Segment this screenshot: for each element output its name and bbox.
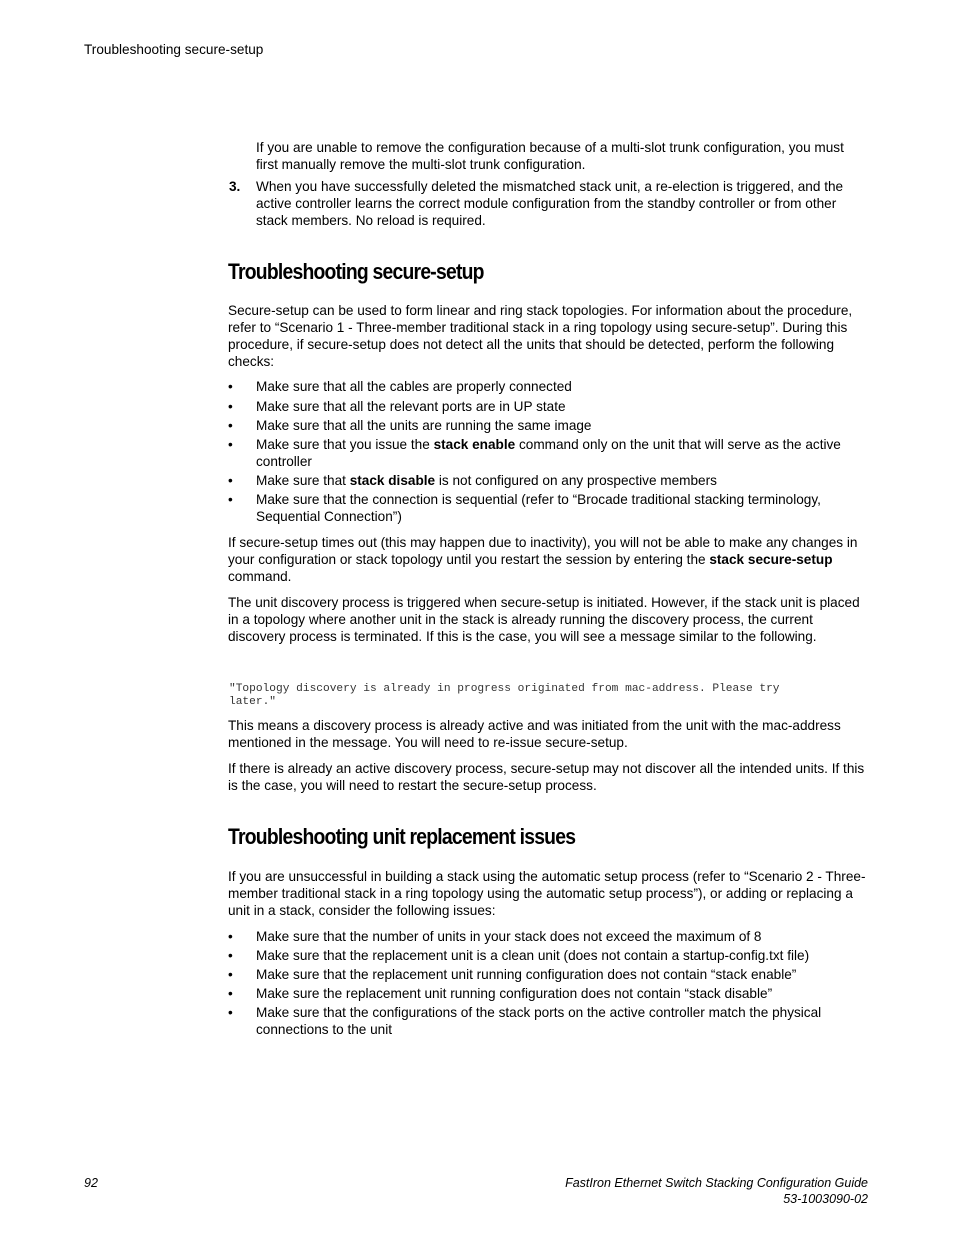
- bullet-marker: •: [228, 379, 233, 394]
- footer-doc-info: [565, 1175, 868, 1207]
- bullet-marker: •: [228, 929, 233, 944]
- heading-text: Troubleshooting secure-setup: [228, 259, 484, 284]
- discovery-active-paragraph: This means a discovery process is already active and was initiated from the unit with the mac-address mentioned in the message. You will need to re-issue secure-setup.: [228, 718, 841, 750]
- restart-paragraph: If there is already an active discovery process, secure-setup may not discover all the intended units. If this is the case, you will need to restart the secure-setup process.: [228, 761, 865, 793]
- code-block: "Topology discovery is already in progress originated from mac-address. Please try later.": [229, 683, 780, 708]
- bullet-text: Make sure that the replacement unit is a clean unit (does not contain a startup-config.txt file): [256, 948, 810, 963]
- bullet-marker: •: [228, 473, 233, 488]
- step-text: When you have successfully deleted the mismatched stack unit, a re-election is triggered, and the active controller learns the correct module configuration from the standby controller or from other stack members. No reload is required.: [256, 179, 844, 228]
- bullet-text: Make sure that stack disable is not configured on any prospective members: [256, 473, 717, 488]
- bullet-marker: •: [228, 492, 233, 507]
- command-stack-secure-setup: stack secure-setup: [709, 552, 833, 567]
- section-heading-secure-setup: [228, 259, 866, 285]
- bullet-marker: •: [228, 967, 233, 982]
- bullet-text: Make sure that the number of units in your stack does not exceed the maximum of 8: [256, 929, 762, 944]
- bullet-marker: •: [228, 418, 233, 433]
- bullet-text: Make sure that the replacement unit running configuration does not contain “stack enable”: [256, 967, 797, 982]
- bullet-text: Make sure that you issue the stack enable command only on the unit that will serve as the active controller: [256, 437, 841, 469]
- bullet-marker: •: [228, 986, 233, 1001]
- page-number: 92: [84, 1176, 98, 1190]
- bullet-marker: •: [228, 437, 233, 452]
- bullet-text: Make sure that the connection is sequential (refer to “Brocade traditional stacking terminology, Sequential Connection”): [256, 492, 821, 524]
- doc-number: 53-1003090-02: [783, 1192, 868, 1206]
- bullet-marker: •: [228, 399, 233, 414]
- section2-intro-paragraph: If you are unsuccessful in building a stack using the automatic setup process (refer to “Scenario 2 - Three-member traditional stack in a ring topology using the automatic setup process”), or adding or replacing a unit in a stack, consider the following issues:: [228, 869, 866, 918]
- section1-intro-paragraph: Secure-setup can be used to form linear and ring stack topologies. For information about the procedure, refer to “Scenario 1 - Three-member traditional stack in a ring topology using secure-setup”. During this procedure, if secure-setup does not detect all the units that should be detected, perform the following checks:: [228, 303, 853, 369]
- bullet-marker: •: [228, 948, 233, 963]
- bullet-text: Make sure that the configurations of the stack ports on the active controller match the physical connections to the unit: [256, 1005, 822, 1037]
- bullet-text: Make sure that all the units are running the same image: [256, 418, 592, 433]
- step-number: 3.: [229, 179, 241, 194]
- section-heading-unit-replacement: [228, 824, 866, 850]
- heading-text: Troubleshooting unit replacement issues: [228, 824, 576, 849]
- bullet-text: Make sure the replacement unit running configuration does not contain “stack disable”: [256, 986, 773, 1001]
- bullet-text: Make sure that all the relevant ports are in UP state: [256, 399, 566, 414]
- command-stack-disable: stack disable: [349, 473, 436, 488]
- bullet-text: Make sure that all the cables are properly connected: [256, 379, 572, 394]
- intro-paragraph: If you are unable to remove the configuration because of a multi-slot trunk configuration, you must first manually remove the multi-slot trunk configuration.: [256, 140, 844, 172]
- guide-title: FastIron Ethernet Switch Stacking Configuration Guide: [565, 1176, 868, 1190]
- discovery-paragraph: The unit discovery process is triggered when secure-setup is initiated. However, if the stack unit is placed in a topology where another unit in the stack is already running the discovery process, the current discovery process is terminated. If this is the case, you will see a message similar to the following.: [228, 595, 860, 644]
- command-stack-enable: stack enable: [433, 437, 516, 452]
- running-header: Troubleshooting secure-setup: [84, 42, 264, 57]
- bullet-marker: •: [228, 1005, 233, 1020]
- timeout-paragraph: If secure-setup times out (this may happen due to inactivity), you will not be able to make any changes in your configuration or stack topology until you restart the session by entering the stack secure-setup command.: [228, 535, 858, 584]
